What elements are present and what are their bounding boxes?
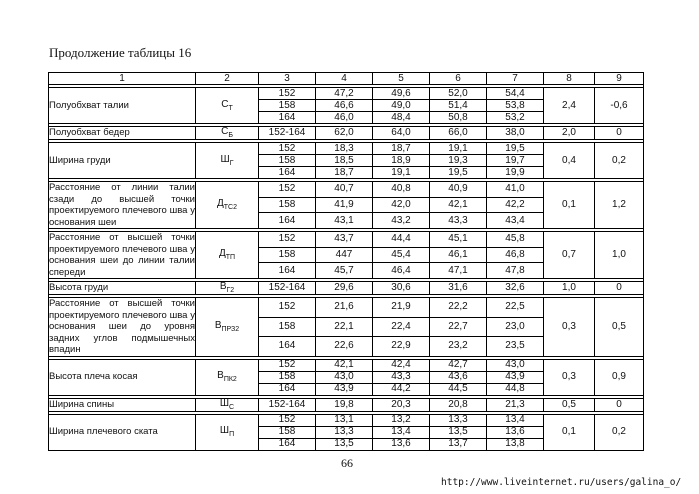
- value-cell: 41,0: [487, 182, 544, 198]
- value-cell: 19,8: [316, 398, 373, 411]
- value-cell: 23,0: [487, 317, 544, 337]
- value-cell: 22,4: [373, 317, 430, 337]
- value-cell: 66,0: [430, 127, 487, 140]
- symbol-subscript: С: [229, 403, 235, 411]
- value-cell: 44,8: [487, 383, 544, 395]
- value-cell: 13,6: [373, 438, 430, 450]
- measurements-table: [48, 72, 644, 451]
- parameter-name: Расстояние от высшей точки проектируемого плечевого шва у основания шеи до уровня задних углов подмышечных впадин: [49, 298, 195, 355]
- increment-cell: 0,9: [595, 359, 644, 395]
- value-cell: 43,1: [316, 213, 373, 229]
- value-cell: 19,5: [430, 167, 487, 179]
- height-cell: 152: [259, 414, 316, 426]
- value-cell: 38,0: [487, 127, 544, 140]
- value-cell: 52,0: [430, 88, 487, 100]
- value-cell: 44,4: [373, 232, 430, 248]
- interval-cell: 0,5: [544, 398, 595, 411]
- value-cell: 21,9: [373, 298, 430, 318]
- header-cell: 4: [316, 73, 373, 85]
- symbol-letter: В: [214, 319, 222, 331]
- height-cell: 152: [259, 359, 316, 371]
- value-cell: 18,3: [316, 143, 373, 155]
- value-cell: 18,9: [373, 155, 430, 167]
- increment-cell: 1,2: [595, 182, 644, 229]
- value-cell: 13,1: [316, 414, 373, 426]
- value-cell: 22,9: [373, 337, 430, 357]
- symbol-cell: [196, 359, 259, 395]
- value-cell: 13,5: [316, 438, 373, 450]
- increment-cell: 0,2: [595, 414, 644, 450]
- interval-cell: 0,3: [544, 298, 595, 357]
- symbol-subscript: П: [229, 431, 235, 438]
- increment-cell: 0: [595, 127, 644, 140]
- header-cell: 8: [544, 73, 595, 85]
- value-cell: 43,9: [487, 371, 544, 383]
- table-row: [49, 298, 644, 318]
- value-cell: 44,2: [373, 383, 430, 395]
- symbol-letter: Ш: [219, 397, 230, 409]
- table-row: [49, 398, 644, 411]
- symbol-cell: [196, 232, 259, 279]
- header-cell: 7: [487, 73, 544, 85]
- interval-cell: 1,0: [544, 282, 595, 295]
- header-cell: 5: [373, 73, 430, 85]
- value-cell: 42,1: [430, 197, 487, 213]
- value-cell: 64,0: [373, 127, 430, 140]
- interval-cell: 2,0: [544, 127, 595, 140]
- table-row: [49, 232, 644, 248]
- interval-cell: 0,4: [544, 143, 595, 179]
- value-cell: 45,4: [373, 247, 430, 263]
- value-cell: 21,3: [487, 398, 544, 411]
- parameter-name: Ширина груди: [49, 143, 196, 179]
- header-cell: 1: [49, 73, 196, 85]
- value-cell: 43,3: [373, 371, 430, 383]
- header-cell: 3: [259, 73, 316, 85]
- value-cell: 18,7: [316, 167, 373, 179]
- increment-cell: 1,0: [595, 232, 644, 279]
- parameter-name: Высота плеча косая: [49, 359, 196, 395]
- value-cell: 49,6: [373, 88, 430, 100]
- value-cell: 40,8: [373, 182, 430, 198]
- value-cell: 21,6: [316, 298, 373, 318]
- height-cell: 152-164: [259, 398, 316, 411]
- interval-cell: 0,7: [544, 232, 595, 279]
- parameter-name: Расстояние от линии талии сзади до высшей точки проектируемого плечевого шва у основания шеи: [49, 182, 195, 228]
- value-cell: 50,8: [430, 112, 487, 124]
- symbol-cell: [196, 398, 259, 411]
- header-row: [49, 73, 644, 85]
- height-cell: 164: [259, 112, 316, 124]
- height-cell: 158: [259, 155, 316, 167]
- value-cell: 18,5: [316, 155, 373, 167]
- table-row: [49, 282, 644, 295]
- symbol-letter: Д: [218, 248, 226, 259]
- value-cell: 46,4: [373, 263, 430, 279]
- header-cell: 9: [595, 73, 644, 85]
- parameter-name: Ширина спины: [49, 398, 196, 411]
- increment-cell: 0: [595, 282, 644, 295]
- height-cell: 164: [259, 383, 316, 395]
- value-cell: 20,8: [430, 398, 487, 411]
- value-cell: 13,4: [487, 414, 544, 426]
- height-cell: 158: [259, 317, 316, 337]
- value-cell: 43,2: [373, 213, 430, 229]
- page-number: 66: [341, 456, 353, 470]
- value-cell: 51,4: [430, 100, 487, 112]
- symbol-letter: В: [219, 281, 227, 292]
- height-cell: 152: [259, 182, 316, 198]
- value-cell: 46,6: [316, 100, 373, 112]
- symbol-subscript: ТС2: [223, 204, 237, 211]
- symbol-cell: [196, 298, 259, 357]
- value-cell: 22,2: [430, 298, 487, 318]
- symbol-letter: В: [217, 370, 224, 381]
- value-cell: 20,3: [373, 398, 430, 411]
- symbol-letter: Ш: [219, 425, 230, 436]
- height-cell: 158: [259, 371, 316, 383]
- symbol-cell: [196, 282, 259, 295]
- value-cell: 43,6: [430, 371, 487, 383]
- symbol-cell: [196, 127, 259, 140]
- value-cell: 47,8: [487, 263, 544, 279]
- symbol-cell: [196, 182, 259, 229]
- height-cell: 164: [259, 337, 316, 357]
- value-cell: 42,7: [430, 359, 487, 371]
- table-caption: Продолжение таблицы 16: [49, 45, 192, 60]
- height-cell: 158: [259, 197, 316, 213]
- value-cell: 13,3: [316, 426, 373, 438]
- height-cell: 152-164: [259, 127, 316, 140]
- value-cell: 42,4: [373, 359, 430, 371]
- height-cell: 164: [259, 213, 316, 229]
- value-cell: 42,2: [487, 197, 544, 213]
- interval-cell: 0,1: [544, 414, 595, 450]
- symbol-subscript: Т: [228, 104, 233, 112]
- value-cell: 23,5: [487, 337, 544, 357]
- parameter-name: Ширина плечевого ската: [49, 414, 196, 450]
- height-cell: 164: [259, 167, 316, 179]
- increment-cell: 0,5: [595, 298, 644, 357]
- value-cell: 23,2: [430, 337, 487, 357]
- interval-cell: 0,3: [544, 359, 595, 395]
- symbol-subscript: Г2: [226, 287, 235, 294]
- value-cell: 41,9: [316, 197, 373, 213]
- value-cell: 45,8: [487, 232, 544, 248]
- value-cell: 44,5: [430, 383, 487, 395]
- parameter-name: Полуобхват талии: [49, 88, 196, 124]
- height-cell: 152: [259, 143, 316, 155]
- value-cell: 48,4: [373, 112, 430, 124]
- parameter-name: Полуобхват бедер: [49, 127, 196, 140]
- value-cell: 42,1: [316, 359, 373, 371]
- increment-cell: 0: [595, 398, 644, 411]
- value-cell: 22,5: [487, 298, 544, 318]
- value-cell: 42,0: [373, 197, 430, 213]
- height-cell: 158: [259, 100, 316, 112]
- symbol-letter: С: [221, 98, 229, 110]
- value-cell: 13,8: [487, 438, 544, 450]
- value-cell: 30,6: [373, 282, 430, 295]
- height-cell: 164: [259, 438, 316, 450]
- value-cell: 22,7: [430, 317, 487, 337]
- value-cell: 13,6: [487, 426, 544, 438]
- value-cell: 19,1: [430, 143, 487, 155]
- height-cell: 152: [259, 298, 316, 318]
- value-cell: 43,4: [487, 213, 544, 229]
- symbol-letter: Д: [216, 198, 224, 209]
- value-cell: 43,0: [316, 371, 373, 383]
- value-cell: 447: [316, 247, 373, 263]
- interval-cell: 0,1: [544, 182, 595, 229]
- source-url: http://www.liveinternet.ru/users/galina_o/: [441, 477, 682, 488]
- table-row: [49, 127, 644, 140]
- value-cell: 53,8: [487, 100, 544, 112]
- value-cell: 13,4: [373, 426, 430, 438]
- value-cell: 22,6: [316, 337, 373, 357]
- height-cell: 152: [259, 232, 316, 248]
- symbol-subscript: Г: [229, 159, 234, 167]
- value-cell: 13,5: [430, 426, 487, 438]
- value-cell: 19,7: [487, 155, 544, 167]
- symbol-letter: Ш: [220, 153, 230, 165]
- value-cell: 13,2: [373, 414, 430, 426]
- header-cell: 6: [430, 73, 487, 85]
- value-cell: 46,1: [430, 247, 487, 263]
- height-cell: 158: [259, 247, 316, 263]
- value-cell: 45,1: [430, 232, 487, 248]
- header-cell: 2: [196, 73, 259, 85]
- increment-cell: -0,6: [595, 88, 644, 124]
- symbol-subscript: ТП: [225, 254, 236, 261]
- value-cell: 62,0: [316, 127, 373, 140]
- value-cell: 13,7: [430, 438, 487, 450]
- value-cell: 43,3: [430, 213, 487, 229]
- value-cell: 54,4: [487, 88, 544, 100]
- value-cell: 19,5: [487, 143, 544, 155]
- table-row: [49, 414, 644, 426]
- value-cell: 46,0: [316, 112, 373, 124]
- value-cell: 46,8: [487, 247, 544, 263]
- value-cell: 43,0: [487, 359, 544, 371]
- value-cell: 40,7: [316, 182, 373, 198]
- height-cell: 164: [259, 263, 316, 279]
- table-row: [49, 182, 644, 198]
- value-cell: 53,2: [487, 112, 544, 124]
- symbol-subscript: ПРЗ2: [221, 325, 240, 333]
- value-cell: 32,6: [487, 282, 544, 295]
- height-cell: 152-164: [259, 282, 316, 295]
- value-cell: 40,9: [430, 182, 487, 198]
- value-cell: 43,9: [316, 383, 373, 395]
- interval-cell: 2,4: [544, 88, 595, 124]
- table-row: [49, 359, 644, 371]
- symbol-cell: [196, 88, 259, 124]
- value-cell: 19,9: [487, 167, 544, 179]
- symbol-cell: [196, 143, 259, 179]
- increment-cell: 0,2: [595, 143, 644, 179]
- symbol-subscript: ПК2: [223, 376, 237, 383]
- value-cell: 22,1: [316, 317, 373, 337]
- value-cell: 31,6: [430, 282, 487, 295]
- value-cell: 47,1: [430, 263, 487, 279]
- value-cell: 43,7: [316, 232, 373, 248]
- table-row: [49, 88, 644, 100]
- symbol-letter: С: [221, 126, 229, 137]
- value-cell: 19,1: [373, 167, 430, 179]
- table-row: [49, 143, 644, 155]
- value-cell: 49,0: [373, 100, 430, 112]
- parameter-name: Расстояние от высшей точки проектируемого плечевого шва у основания шеи до линии талии спереди: [49, 232, 195, 278]
- value-cell: 18,7: [373, 143, 430, 155]
- value-cell: 45,7: [316, 263, 373, 279]
- value-cell: 19,3: [430, 155, 487, 167]
- parameter-name: Высота груди: [49, 282, 196, 295]
- height-cell: 158: [259, 426, 316, 438]
- value-cell: 29,6: [316, 282, 373, 295]
- height-cell: 152: [259, 88, 316, 100]
- symbol-cell: [196, 414, 259, 450]
- symbol-subscript: Б: [228, 132, 233, 139]
- value-cell: 13,3: [430, 414, 487, 426]
- value-cell: 47,2: [316, 88, 373, 100]
